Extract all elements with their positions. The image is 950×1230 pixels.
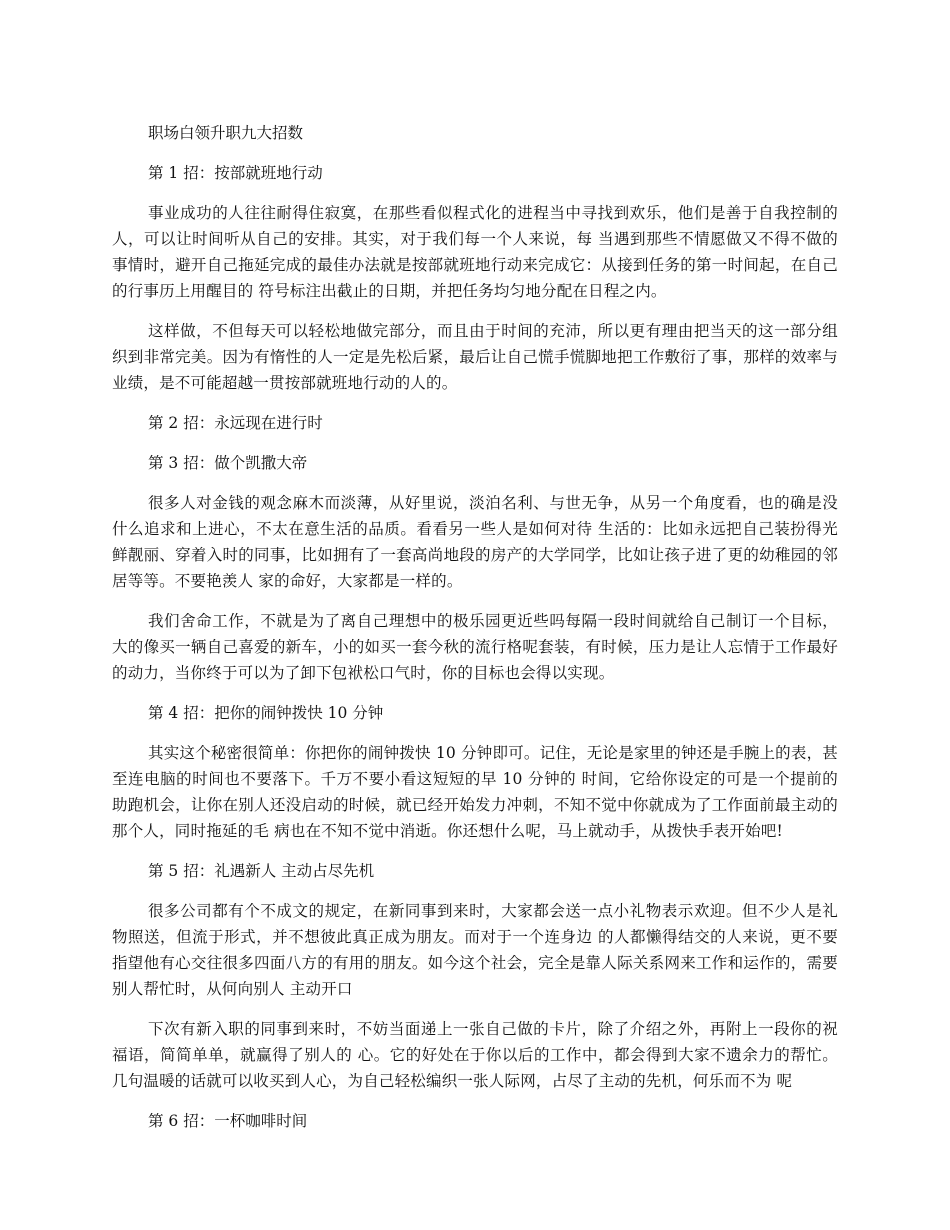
section-heading-1: 第 1 招：按部就班地行动 bbox=[148, 164, 323, 182]
paragraph-7: 下次有新入职的同事到来时，不妨当面递上一张自己做的卡片，除了介绍之外，再附上一段你的祝福语，简简单单，就赢得了别人的 心。它的好处在于你以后的工作中，都会得到大家不遗余力的帮忙。几句温暖的话就可以收买到人心，为自己轻松编织一张人际网，占尽了主动的先机，何乐而不为 呢 bbox=[112, 1020, 838, 1090]
paragraph-3: 很多人对金钱的观念麻木而淡薄，从好里说，淡泊名利、与世无争，从另一个角度看，也的确是没什么追求和上进心，不太在意生活的品质。看看另一些人是如何对待 生活的：比如永远把自己装扮得光鲜靓丽、穿着入时的同事，比如拥有了一套高尚地段的房产的大学同学，比如让孩子进了更的幼稚园的邻居等等。不要艳羡人 家的命好，大家都是一样的。 bbox=[112, 494, 838, 590]
paragraph-1: 事业成功的人往往耐得住寂寞，在那些看似程式化的进程当中寻找到欢乐，他们是善于自我控制的人，可以让时间听从自己的安排。其实，对于我们每一个人来说，每 当遇到那些不情愿做又不得不做的事情时，避开自己拖延完成的最佳办法就是按部就班地行动来完成它：从接到任务的第一时间起，在自己的行事历上用醒目的 符号标注出截止的日期，并把任务均匀地分配在日程之内。 bbox=[112, 204, 838, 300]
section-heading-2: 第 2 招：永远现在进行时 bbox=[148, 414, 323, 432]
paragraph-5: 其实这个秘密很简单：你把你的闹钟拨快 10 分钟即可。记住，无论是家里的钟还是手腕上的表，甚至连电脑的时间也不要落下。千万不要小看这短短的早 10 分钟的 时间，它给你设定的可是一个提前的助跑机会，让你在别人还没启动的时候，就已经开始发力冲刺，不知不觉中你就成为了工作面前最主动的那个人，同时拖延的毛 病也在不知不觉中消逝。你还想什么呢，马上就动手，从拨快手表开始吧! bbox=[112, 744, 838, 840]
section-heading-3: 第 3 招：做个凯撒大帝 bbox=[148, 454, 308, 472]
section-heading-6: 第 6 招：一杯咖啡时间 bbox=[148, 1112, 308, 1130]
paragraph-4: 我们舍命工作，不就是为了离自己理想中的极乐园更近些吗每隔一段时间就给自己制订一个目标，大的像买一辆自己喜爱的新车，小的如买一套今秋的流行格呢套装，有时候，压力是让人忘情于工作最好的动力，当你终于可以为了卸下包袱松口气时，你的目标也会得以实现。 bbox=[112, 612, 838, 682]
paragraph-6: 很多公司都有个不成文的规定，在新同事到来时，大家都会送一点小礼物表示欢迎。但不少人是礼物照送，但流于形式，并不想彼此真正成为朋友。而对于一个连身边 的人都懒得结交的人来说，更不要指望他有心交往很多四面八方的有用的朋友。如今这个社会，完全是靠人际关系网来工作和运作的，需要别人帮忙时，从何向别人 主动开口 bbox=[112, 902, 838, 998]
document-page bbox=[112, 120, 838, 1148]
section-heading-4: 第 4 招：把你的闹钟拨快 10 分钟 bbox=[148, 704, 384, 722]
document-title: 职场白领升职九大招数 bbox=[148, 124, 304, 142]
section-heading-5: 第 5 招：礼遇新人 主动占尽先机 bbox=[148, 862, 375, 880]
paragraph-2: 这样做，不但每天可以轻松地做完部分，而且由于时间的充沛，所以更有理由把当天的这一部分组织到非常完美。因为有惰性的人一定是先松后紧，最后让自己慌手慌脚地把工作敷衍了事，那样的效率与业绩，是不可能超越一贯按部就班地行动的人的。 bbox=[112, 322, 838, 392]
